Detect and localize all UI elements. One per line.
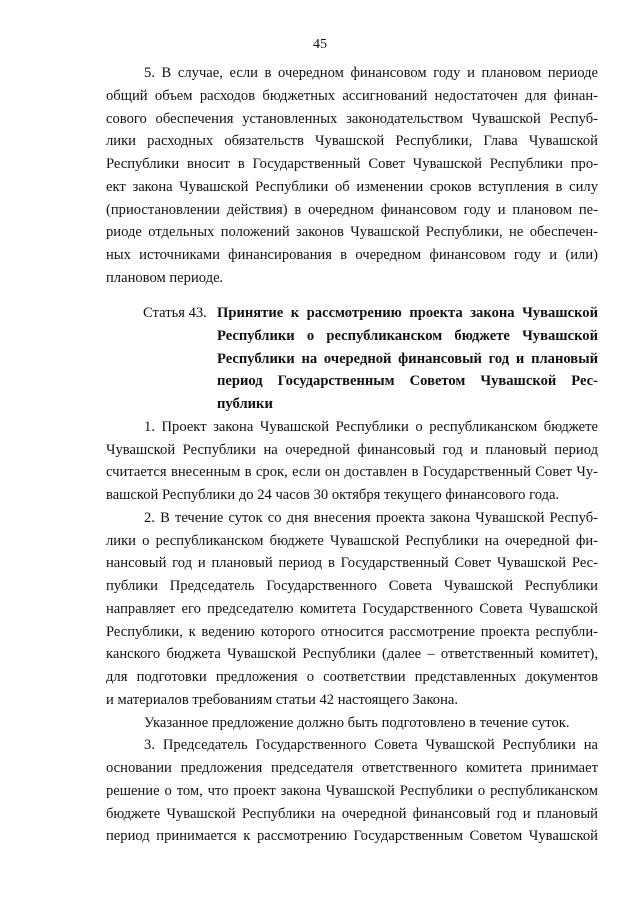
text-line: Республики, к ведению которого относится рассмотрение проекта республи- <box>106 624 598 640</box>
text-line: период принимается к рассмотрению Государственным Советом Чувашской <box>106 828 598 844</box>
text-line: 1. Проект закона Чувашской Республики о республиканском бюджете <box>144 419 598 435</box>
text-line: бюджете Чувашской Республики на очередной финансовый год и плановый <box>106 806 598 822</box>
text-line: вашской Республики до 24 часов 30 октября текущего финансового года. <box>106 487 560 503</box>
text-line: публики Председатель Государственного Совета Чувашской Республики <box>106 578 598 594</box>
text-line: 2. В течение суток со дня внесения проекта закона Чувашской Респуб- <box>144 510 598 526</box>
text-line: риоде отдельных положений законов Чувашской Республики, не обеспечен- <box>106 224 598 240</box>
text-line: решение о том, что проект закона Чувашской Республики о республиканском <box>106 783 598 799</box>
text-line: канского бюджета Чувашской Республики (далее – ответственный комитет), <box>106 646 598 662</box>
text-line: считается внесенным в срок, если он доставлен в Государственный Совет Чу- <box>106 464 598 480</box>
article-heading-line: Республики на очередной финансовый год и плановый <box>217 351 598 367</box>
article-heading-line: Принятие к рассмотрению проекта закона Чувашской <box>217 305 598 321</box>
text-line: Чувашской Республики на очередной финансовый год и плановый период <box>106 442 598 458</box>
text-line: плановом периоде. <box>106 270 224 286</box>
article-heading-line: период Государственным Советом Чувашской Рес- <box>217 373 598 389</box>
text-line: и материалов требованиям статьи 42 настоящего Закона. <box>106 692 459 708</box>
text-line: Республики вносит в Государственный Совет Чувашской Республики про- <box>106 156 598 172</box>
text-line: общий объем расходов бюджетных ассигнований недостаточен для финан- <box>106 88 598 104</box>
text-line: сового обеспечения установленных законодательством Чувашской Респуб- <box>106 111 598 127</box>
text-line: Указанное предложение должно быть подготовлено в течение суток. <box>144 715 570 731</box>
text-line: основании предложения председателя ответственного комитета принимает <box>106 760 598 776</box>
article-label: Статья 43. <box>143 305 207 321</box>
article-heading-line: Республики о республиканском бюджете Чувашской <box>217 328 598 344</box>
text-line: направляет его председателю комитета Государственного Совета Чувашской <box>106 601 598 617</box>
text-line: 5. В случае, если в очередном финансовом году и плановом периоде <box>144 65 598 81</box>
text-line: ект закона Чувашской Республики об изменении сроков вступления в силу <box>106 179 598 195</box>
article-heading-line: публики <box>217 396 273 412</box>
text-line: лики о республиканском бюджете Чувашской Республики на очередной фи- <box>106 533 598 549</box>
text-line: ных источниками финансирования в очередном финансовом году и (или) <box>106 247 598 263</box>
text-line: лики расходных обязательств Чувашской Республики, Глава Чувашской <box>106 133 598 149</box>
text-line: 3. Председатель Государственного Совета Чувашской Республики на <box>144 737 598 753</box>
text-line: для подготовки предложения о соответствии представленных документов <box>106 669 598 685</box>
text-line: (приостановлении действия) в очередном финансовом году и плановом пе- <box>106 202 598 218</box>
page-number: 45 <box>313 37 327 52</box>
text-line: нансовый год и плановый период в Государственный Совет Чувашской Рес- <box>106 555 598 571</box>
